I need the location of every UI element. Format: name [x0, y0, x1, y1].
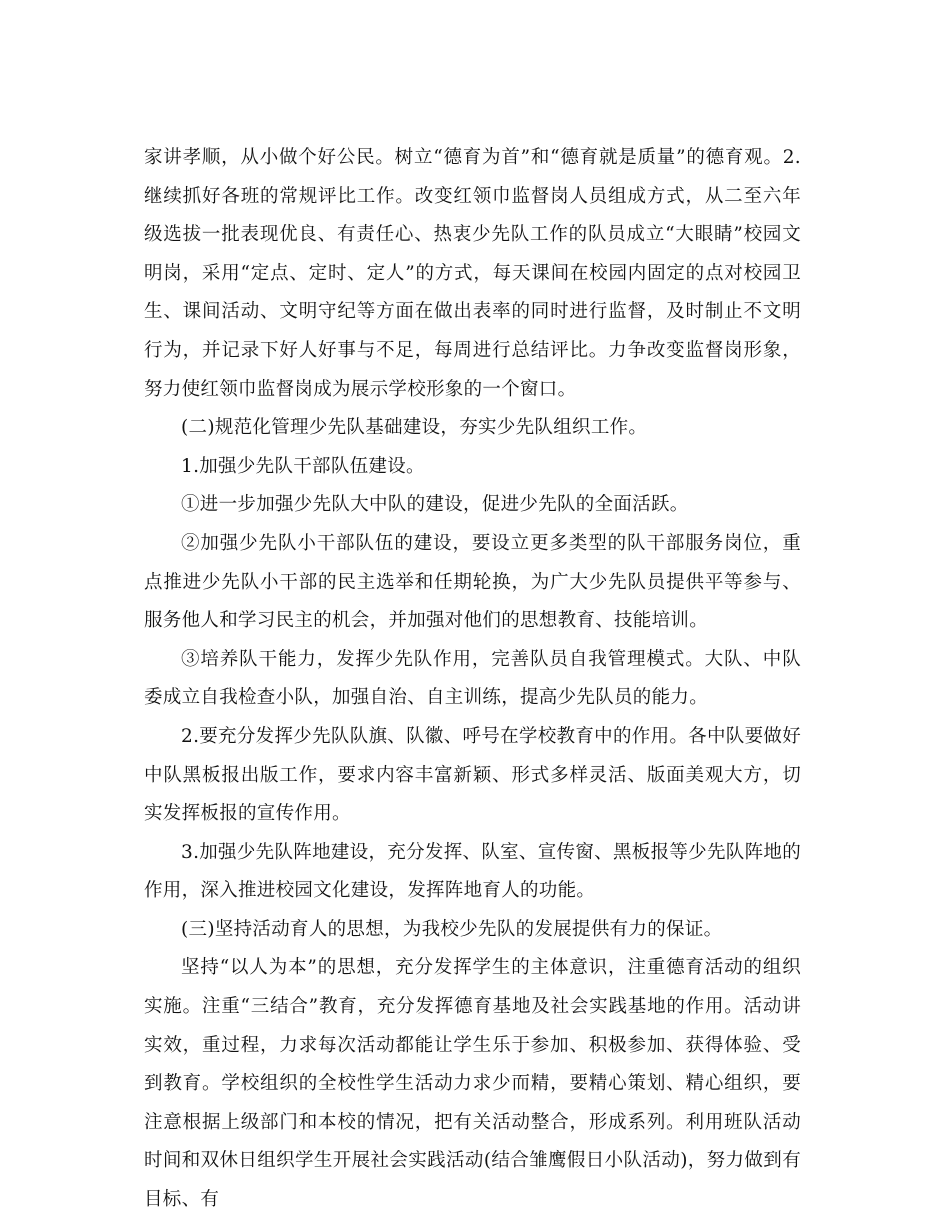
paragraph-intro: 家讲孝顺，从小做个好公民。树立“德育为首”和“德育就是质量”的德育观。2.继续抓好各班的常规评比工作。改变红领巾监督岗人员组成方式，从二至六年级选拔一批表现优良、有责任心、热衷少先队工作的队员成立“大眼睛”校园文明岗，采用“定点、定时、定人”的方式，每天课间在校园内固定的点对校园卫生、课间活动、文明守纪等方面在做出表率的同时进行监督，及时制止不文明行为，并记录下好人好事与不足，每周进行总结评比。力争改变监督岗形象，努力使红领巾监督岗成为展示学校形象的一个窗口。: [144, 147, 801, 400]
paragraph-activities: 坚持“以人为本”的思想，充分发挥学生的主体意识，注重德育活动的组织实施。注重“三结合”教育，充分发挥德育基地及社会实践基地的作用。活动讲实效，重过程，力求每次活动都能让学生乐于参加、积极参加、获得体验、受到教育。学校组织的全校性学生活动力求少而精，要精心策划、精心组织，要注意根据上级部门和本校的情况，把有关活动整合，形成系列。利用班队活动时间和双休日组织学生开展社会实践活动(结合雏鹰假日小队活动)，努力做到有目标、有: [144, 957, 801, 1211]
paragraph-item-2: ②加强少先队小干部队伍的建设，要设立更多类型的队干部服务岗位，重点推进少先队小干部的民主选举和任期轮换，为广大少先队员提供平等参与、服务他人和学习民主的机会，并加强对他们的思想教育、技能培训。: [144, 532, 801, 632]
paragraph-item-1: ①进一步加强少先队大中队的建设，促进少先队的全面活跃。: [181, 494, 689, 516]
paragraph-item-3: ③培养队干能力，发挥少先队作用，完善队员自我管理模式。大队、中队委成立自我检查小队，加强自治、自主训练，提高少先队员的能力。: [144, 648, 801, 709]
section-heading-3: (三)坚持活动育人的思想，为我校少先队的发展提供有力的保证。: [181, 918, 723, 940]
paragraph-point-3: 3.加强少先队阵地建设，充分发挥、队室、宣传窗、黑板报等少先队阵地的作用，深入推进校园文化建设，发挥阵地育人的功能。: [144, 841, 801, 902]
subheading-cadre-building: 1.加强少先队干部队伍建设。: [181, 455, 425, 477]
section-heading-2: (二)规范化管理少先队基础建设，夯实少先队组织工作。: [181, 417, 648, 439]
paragraph-point-2: 2.要充分发挥少先队队旗、队徽、呼号在学校教育中的作用。各中队要做好中队黑板报出版工作，要求内容丰富新颖、形式多样灵活、版面美观大方，切实发挥板报的宣传作用。: [144, 725, 801, 825]
document-body: [144, 139, 801, 1220]
